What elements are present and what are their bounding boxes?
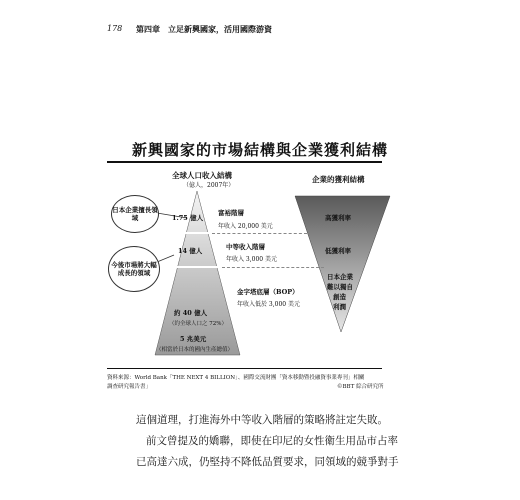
divider-upper	[212, 233, 307, 234]
tier-mid-income: 年收入 3,000 美元	[226, 256, 277, 263]
bubble-japan-strength: 日本企業擅長領域	[111, 195, 159, 233]
bubble-future-growth: 今後市場將大幅成長的領域	[108, 246, 160, 292]
source-line-2: 調查研究報告書」	[107, 384, 152, 390]
body-line-2: 前文曾提及的嬌聯，即使在印尼的女性衛生用品市占率	[146, 435, 398, 447]
source-credit: ©BBT 綜合研究所	[337, 384, 384, 390]
tier-bop-name: 金字塔底層（BOP）	[237, 288, 299, 296]
bubble-bottom-connector	[157, 255, 174, 262]
profit-low: 低獲利率	[325, 247, 351, 255]
figure-title: 新興國家的市場結構與企業獲利結構	[132, 141, 389, 159]
source-line-1: 資料來源：World Bank「THE NEXT 4 BILLION」、國際交流財團「資本移動暨投融資事業專刊」相關	[107, 375, 365, 381]
market-size: 5 兆美元	[180, 335, 207, 343]
profit-create-4: 利潤	[333, 303, 346, 311]
right-heading: 企業的獲利結構	[312, 175, 365, 184]
tier-mid-name: 中等收入階層	[226, 243, 265, 251]
profit-create-3: 創造	[333, 293, 346, 301]
source-rule	[107, 368, 382, 369]
chapter-heading: 第四章 立足新興國家，活用國際游資	[136, 24, 272, 34]
tier-bop-share: （約全球人口之 72%）	[169, 321, 227, 327]
tier-mid-count: 14 億人	[178, 247, 203, 255]
divider-lower	[222, 267, 324, 268]
body-line-1: 這個道理，打進海外中等收入階層的策略將註定失敗。	[136, 414, 388, 426]
tier-bop-income: 年收入低於 3,000 美元	[237, 301, 300, 308]
profit-create-1: 日本企業	[327, 273, 353, 281]
tier-bop-count: 約 40 億人	[174, 309, 208, 317]
left-heading: 全球人口收入結構	[172, 171, 232, 180]
profit-high: 高獲利率	[325, 214, 351, 222]
page-number: 178	[107, 24, 123, 33]
left-heading-note: （億人，2007年）	[183, 182, 235, 189]
profit-create-2: 難以獨自	[327, 283, 353, 291]
market-size-note: （相當於日本的國內生產總值）	[156, 347, 234, 353]
tier-top-name: 富裕階層	[218, 209, 244, 217]
tier-top-income: 年收入 20,000 美元	[218, 223, 273, 230]
tier-top-count: 1.75 億人	[172, 214, 204, 222]
body-line-3: 已高達六成，仍堅持不降低品質要求，同領域的競爭對手	[136, 456, 399, 468]
